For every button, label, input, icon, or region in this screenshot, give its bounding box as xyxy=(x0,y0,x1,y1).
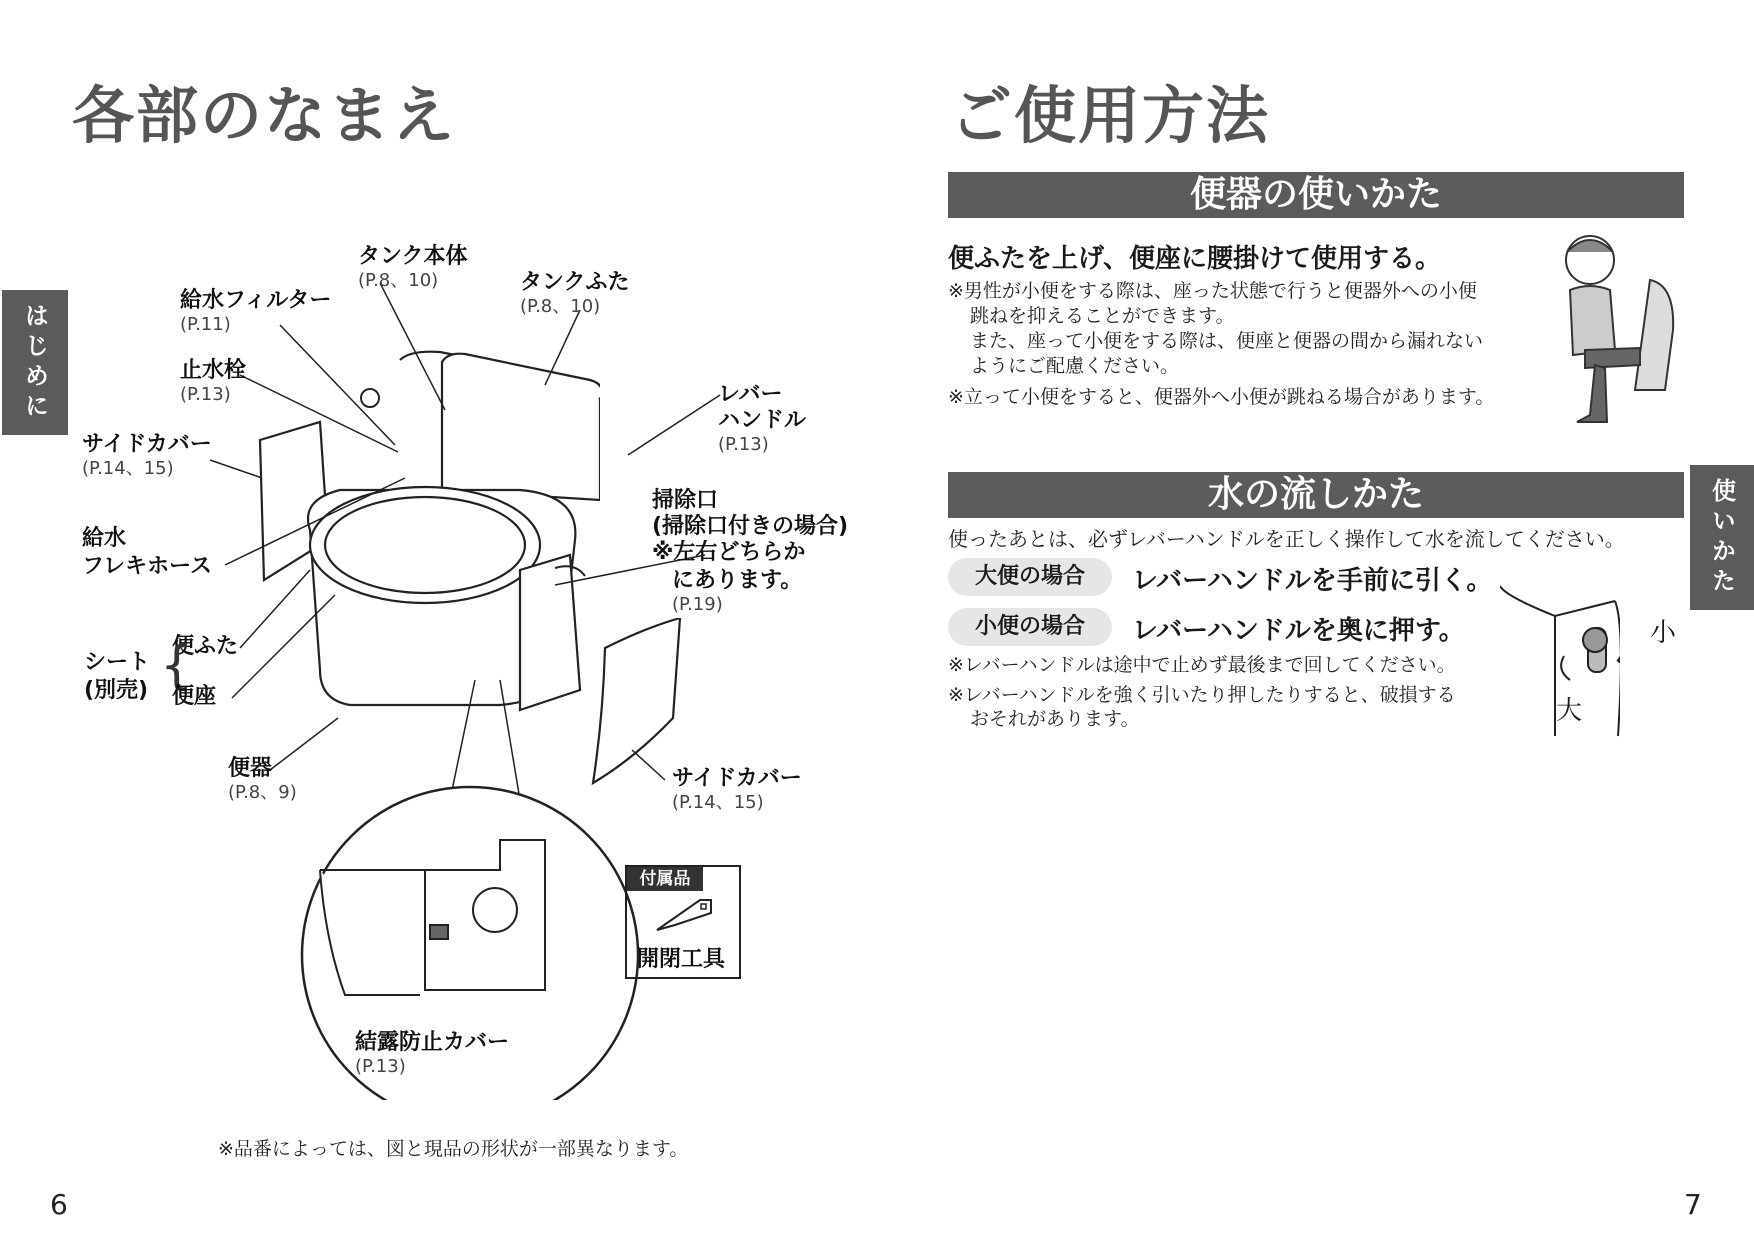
side-tab-left: はじめに xyxy=(2,290,68,435)
ref-valve: (P.13) xyxy=(180,384,231,405)
label-valve: 止水栓 xyxy=(180,358,247,383)
label-side-cover-right: サイドカバー xyxy=(672,766,802,791)
ref-lever: (P.13) xyxy=(718,434,769,455)
flush-note-2b: おそれがあります。 xyxy=(970,708,1140,730)
label-seat-1: シート xyxy=(84,650,151,675)
flush-note-1: ※レバーハンドルは途中で止めず最後まで回してください。 xyxy=(948,654,1456,676)
page-number-right: 7 xyxy=(1684,1188,1702,1221)
side-tab-right: 使いかた xyxy=(1690,465,1754,610)
label-clean-4: にあります。 xyxy=(672,568,803,593)
label-clean-3: ※左右どちらか xyxy=(652,540,806,565)
brace-icon: { xyxy=(160,636,194,696)
page-title-left: 各部のなまえ xyxy=(72,79,457,152)
label-clean-1: 掃除口 xyxy=(652,488,719,513)
ref-clean: (P.19) xyxy=(672,594,723,615)
ref-condensation: (P.13) xyxy=(355,1056,406,1077)
label-tank-body: タンク本体 xyxy=(358,244,468,269)
label-clean-2: (掃除口付きの場合) xyxy=(652,514,849,539)
label-lever-1: レバー xyxy=(718,382,783,407)
label-large: 大 xyxy=(1556,696,1583,726)
shape-note: ※品番によっては、図と現品の形状が一部異なります。 xyxy=(218,1138,689,1160)
usage-lead: 便ふたを上げ、便座に腰掛けて使用する。 xyxy=(948,244,1441,274)
section-bar-usage: 便器の使いかた xyxy=(948,172,1684,218)
section-bar-flush: 水の流しかた xyxy=(948,472,1684,518)
label-lid: 便ふた xyxy=(172,634,239,659)
page-number-left: 6 xyxy=(50,1188,68,1221)
ref-tank-body: (P.8、10) xyxy=(358,270,439,291)
ref-side-cover-left: (P.14、15) xyxy=(82,458,174,479)
ref-side-cover-right: (P.14、15) xyxy=(672,792,764,813)
flush-note-2a: ※レバーハンドルを強く引いたり押したりすると、破損する xyxy=(948,684,1456,706)
flush-big-text: レバーハンドルを手前に引く。 xyxy=(1132,566,1493,596)
label-hose-2: フレキホース xyxy=(82,554,213,579)
seated-person-illustration xyxy=(1545,230,1685,430)
opener-tool-icon xyxy=(655,895,715,935)
label-seat-2: (別売) xyxy=(84,678,149,703)
page-title-right: ご使用方法 xyxy=(950,79,1271,152)
label-bowl: 便器 xyxy=(228,756,273,781)
flush-small-text: レバーハンドルを奥に押す。 xyxy=(1132,616,1465,646)
badge-small: 小便の場合 xyxy=(948,608,1112,646)
usage-note-1c: また、座って小便をする際は、便座と便器の間から漏れない xyxy=(970,330,1484,352)
label-side-cover-left: サイドカバー xyxy=(82,432,212,457)
label-lever-2: ハンドル xyxy=(718,408,807,433)
usage-note-1b: 跳ねを抑えることができます。 xyxy=(970,305,1235,327)
accessory-label: 開閉工具 xyxy=(637,947,726,972)
accessory-head: 付属品 xyxy=(627,867,703,891)
flush-lead: 使ったあとは、必ずレバーハンドルを正しく操作して水を流してください。 xyxy=(948,527,1625,551)
badge-big: 大便の場合 xyxy=(948,558,1112,596)
label-filter: 給水フィルター xyxy=(180,288,332,313)
ref-filter: (P.11) xyxy=(180,314,231,335)
usage-note-2: ※立って小便をすると、便器外へ小便が跳ねる場合があります。 xyxy=(948,386,1495,408)
ref-tank-lid: (P.8、10) xyxy=(520,296,601,317)
usage-note-1a: ※男性が小便をする際は、座った状態で行うと便器外への小便 xyxy=(948,280,1477,302)
usage-note-1d: ようにご配慮ください。 xyxy=(970,355,1180,377)
label-tank-lid: タンクふた xyxy=(520,270,630,295)
label-small: 小 xyxy=(1650,618,1677,648)
label-seat: 便座 xyxy=(172,684,217,709)
label-hose-1: 給水 xyxy=(82,526,127,551)
accessory-box xyxy=(625,865,741,979)
ref-bowl: (P.8、9) xyxy=(228,782,297,803)
label-condensation: 結露防止カバー xyxy=(355,1030,510,1055)
